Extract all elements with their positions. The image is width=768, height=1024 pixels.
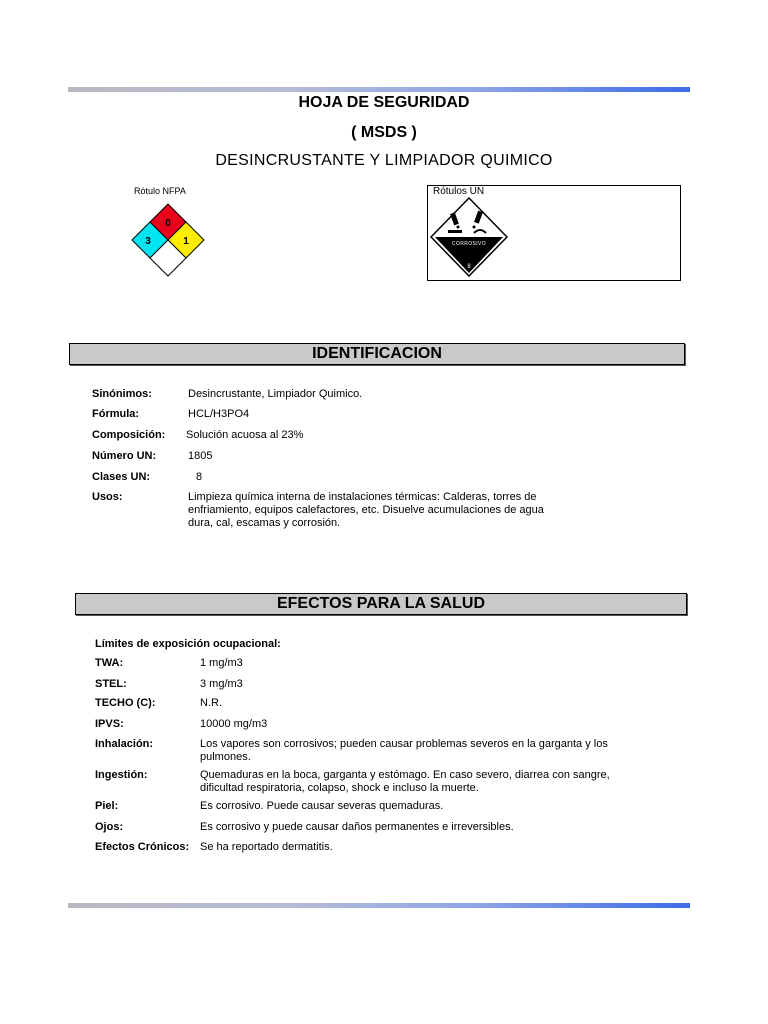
field-value: 3 mg/m3 — [200, 678, 243, 690]
nfpa-label: Rótulo NFPA — [134, 186, 186, 196]
identificacion-heading: IDENTIFICACION — [69, 343, 685, 365]
nfpa-diamond-icon — [128, 202, 208, 278]
field-label: Piel: — [95, 800, 119, 812]
un-placard-class: 8 — [467, 264, 471, 270]
document-title: HOJA DE SEGURIDAD — [298, 94, 470, 111]
corrosive-hazard-icon — [430, 197, 508, 277]
field-label: STEL: — [95, 678, 127, 690]
field-value: Se ha reportado dermatitis. — [200, 841, 333, 853]
field-value: Es corrosivo y puede causar daños permanentes e irreversibles. — [200, 821, 514, 833]
bottom-divider — [68, 903, 690, 908]
field-label: IPVS: — [95, 718, 124, 730]
field-value: Los vapores son corrosivos; pueden causar problemas severos en la garganta y los pulmones. — [200, 738, 608, 763]
product-name: DESINCRUSTANTE Y LIMPIADOR QUIMICO — [215, 152, 553, 169]
field-label: Inhalación: — [95, 738, 154, 750]
nfpa-flammability-value: 0 — [165, 218, 171, 229]
field-value: HCL/H3PO4 — [188, 408, 250, 420]
exposure-limits-heading: Límites de exposición ocupacional: — [95, 638, 281, 650]
field-value: Solución acuosa al 23% — [186, 429, 304, 441]
field-value: 1805 — [188, 450, 213, 462]
field-label: Número UN: — [92, 450, 157, 462]
field-label: Composición: — [92, 429, 166, 441]
field-value: 1 mg/m3 — [200, 657, 243, 669]
field-label: Usos: — [92, 491, 123, 503]
field-value: Limpieza química interna de instalaciones térmicas: Calderas, torres de enfriamiento, equipos calefactores, etc. Disuelve acumulaciones de agua dura, cal, escamas y corrosión. — [188, 491, 544, 529]
nfpa-reactivity-value: 1 — [183, 236, 189, 247]
field-value: Desincrustante, Limpiador Quimico. — [188, 388, 363, 400]
top-divider — [68, 87, 690, 92]
field-label: Sinónimos: — [92, 388, 152, 400]
field-value: 8 — [196, 471, 203, 483]
field-label: Fórmula: — [92, 408, 140, 420]
field-label: TECHO (C): — [95, 697, 156, 709]
un-label: Rótulos UN — [433, 186, 485, 197]
field-label: TWA: — [95, 657, 124, 669]
field-label: Ingestión: — [95, 769, 148, 781]
document-subtitle: ( MSDS ) — [351, 124, 417, 141]
field-value: Quemaduras en la boca, garganta y estómago. En caso severo, diarrea con sangre, dificultad respiratoria, colapso, shock e incluso la muerte. — [200, 769, 610, 794]
nfpa-health-value: 3 — [145, 236, 151, 247]
field-label: Ojos: — [95, 821, 124, 833]
field-value: 10000 mg/m3 — [200, 718, 268, 730]
field-label: Efectos Crónicos: — [95, 841, 190, 853]
un-placard-box — [427, 185, 681, 281]
field-label: Clases UN: — [92, 471, 151, 483]
field-value: N.R. — [200, 697, 222, 709]
field-value: Es corrosivo. Puede causar severas quemaduras. — [200, 800, 444, 812]
salud-heading: EFECTOS PARA LA SALUD — [75, 593, 687, 615]
un-placard-text: CORROSIVO — [451, 241, 487, 247]
